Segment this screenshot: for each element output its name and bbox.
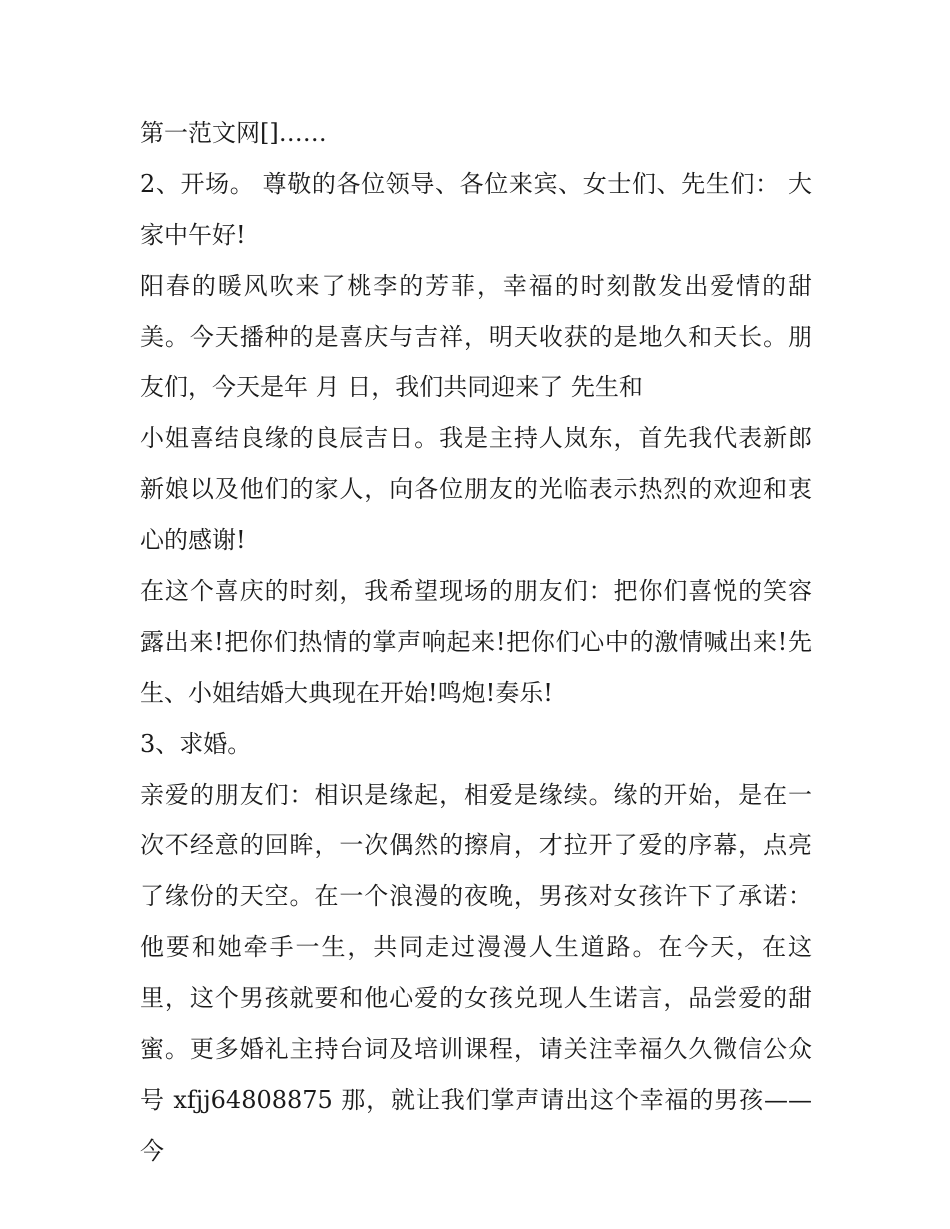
text-line: 露出来!把你们热情的掌声响起来!把你们心中的激情喊出来!先 bbox=[140, 627, 812, 656]
text-line: 次不经意的回眸，一次偶然的擦肩，才拉开了爱的序幕，点亮 bbox=[140, 831, 812, 860]
text-line: 3、求婚。 bbox=[140, 729, 252, 758]
text-line: 他要和她牵手一生，共同走过漫漫人生道路。在今天，在这 bbox=[140, 933, 812, 962]
text-line: 家中午好! bbox=[140, 220, 246, 249]
text-line: 友们，今天是年 月 日，我们共同迎来了 先生和 bbox=[140, 373, 643, 402]
text-line: 了缘份的天空。在一个浪漫的夜晚，男孩对女孩许下了承诺： bbox=[140, 882, 812, 911]
text-line: 心的感谢! bbox=[140, 526, 246, 555]
text-line: 美。今天播种的是喜庆与吉祥，明天收获的是地久和天长。朋 bbox=[140, 322, 812, 351]
text-line: 号 xfjj64808875 那，就让我们掌声请出这个幸福的男孩——今 bbox=[140, 1085, 812, 1165]
text-line: 蜜。更多婚礼主持台词及培训课程，请关注幸福久久微信公众 bbox=[140, 1035, 812, 1064]
text-line: 亲爱的朋友们：相识是缘起，相爱是缘续。缘的开始，是在一 bbox=[140, 780, 812, 809]
text-line: 第一范文网[]…… bbox=[140, 119, 327, 147]
text-line: 新娘以及他们的家人，向各位朋友的光临表示热烈的欢迎和衷 bbox=[140, 475, 812, 504]
body-text bbox=[140, 108, 820, 1165]
text-line: 2、开场。 尊敬的各位领导、各位来宾、女士们、先生们： 大 bbox=[140, 169, 812, 198]
text-line: 小姐喜结良缘的良辰吉日。我是主持人岚东，首先我代表新郎 bbox=[140, 424, 812, 453]
text-line: 生、小姐结婚大典现在开始!鸣炮!奏乐! bbox=[140, 678, 553, 707]
text-line: 在这个喜庆的时刻，我希望现场的朋友们：把你们喜悦的笑容 bbox=[140, 577, 812, 606]
text-line: 里，这个男孩就要和他心爱的女孩兑现人生诺言，品尝爱的甜 bbox=[140, 984, 812, 1013]
text-line: 阳春的暖风吹来了桃李的芳菲，幸福的时刻散发出爱情的甜 bbox=[140, 271, 812, 300]
